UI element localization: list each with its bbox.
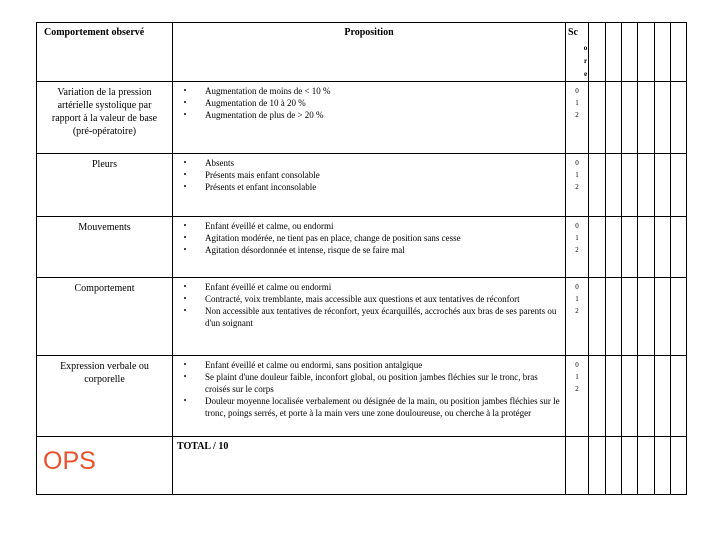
table-row [37, 154, 687, 217]
bullet-icon: • [183, 86, 187, 95]
score-value: 0 [575, 159, 579, 167]
score-header-vertical [583, 42, 588, 81]
proposition-text: Augmentation de 10 à 20 % [205, 98, 306, 108]
empty-score-cell[interactable] [671, 23, 687, 82]
proposition-item [177, 97, 561, 109]
score-value: 1 [575, 373, 579, 381]
bullet-icon: • [183, 182, 187, 191]
score-value: 0 [575, 361, 579, 369]
propositions-cell [173, 82, 566, 154]
proposition-item [177, 305, 561, 329]
proposition-text: Augmentation de moins de < 10 % [205, 86, 331, 96]
header-row [37, 23, 687, 82]
propositions-cell [173, 217, 566, 278]
proposition-text: Absents [205, 158, 234, 168]
empty-score-cell[interactable] [655, 154, 671, 217]
proposition-text: Présents et enfant inconsolable [205, 182, 317, 192]
bullet-icon: • [183, 360, 187, 369]
score-value: 1 [575, 99, 579, 107]
proposition-item [177, 157, 561, 169]
empty-score-cell[interactable] [589, 356, 606, 437]
proposition-text: Augmentation de plus de > 20 % [205, 110, 324, 120]
score-value: 1 [575, 295, 579, 303]
empty-score-cell[interactable] [622, 278, 638, 356]
criterion-cell: Comportement [37, 278, 173, 356]
score-header-label: Sc [568, 27, 578, 38]
empty-score-cell[interactable] [671, 437, 687, 495]
proposition-text: Enfant éveillé et calme, ou endormi [205, 221, 334, 231]
ops-score-table [36, 22, 687, 495]
score-value: 0 [575, 283, 579, 291]
empty-score-cell[interactable] [638, 82, 655, 154]
proposition-item [177, 220, 561, 232]
empty-score-cell[interactable] [589, 217, 606, 278]
proposition-item [177, 232, 561, 244]
empty-score-cell[interactable] [589, 278, 606, 356]
criterion-cell: Expression verbale ou corporelle [37, 356, 173, 437]
empty-score-cell[interactable] [638, 437, 655, 495]
proposition-text: Se plaint d'une douleur faible, inconfort global, ou position jambes fléchies sur le tronc, bras croisés sur le corps [205, 372, 538, 394]
proposition-text: Douleur moyenne localisée verbalement ou désignée de la main, ou position jambes fléchies sur le tronc, poings serrés, et porte à la main vers une zone douloureuse, ou cherche à la protéger [205, 396, 560, 418]
empty-score-cell[interactable] [671, 82, 687, 154]
empty-score-cell[interactable] [638, 23, 655, 82]
empty-score-cell[interactable] [606, 437, 622, 495]
bullet-icon: • [183, 396, 187, 405]
empty-score-cell[interactable] [655, 23, 671, 82]
table-row [37, 356, 687, 437]
bullet-icon: • [183, 306, 187, 315]
score-value: 0 [575, 87, 579, 95]
proposition-item [177, 85, 561, 97]
bullet-icon: • [183, 372, 187, 381]
empty-score-cell[interactable] [606, 278, 622, 356]
empty-score-cell[interactable] [655, 278, 671, 356]
behavior-column-header: Comportement observé [37, 23, 173, 82]
empty-score-cell[interactable] [638, 356, 655, 437]
score-value: 2 [575, 246, 579, 254]
empty-score-cell[interactable] [655, 217, 671, 278]
proposition-item [177, 395, 561, 419]
bullet-icon: • [183, 110, 187, 119]
score-column-header [566, 23, 589, 82]
empty-score-cell[interactable] [606, 356, 622, 437]
empty-score-cell[interactable] [589, 154, 606, 217]
score-header-letter: e [583, 70, 588, 78]
proposition-item [177, 359, 561, 371]
score-value: 1 [575, 234, 579, 242]
bullet-icon: • [183, 282, 187, 291]
proposition-item [177, 109, 561, 121]
score-header-letter: r [583, 57, 588, 65]
proposition-text: Agitation désordonnée et intense, risque de se faire mal [205, 245, 405, 255]
score-values-cell [566, 278, 589, 356]
proposition-text: Enfant éveillé et calme ou endormi, sans position antalgique [205, 360, 423, 370]
empty-score-cell[interactable] [671, 154, 687, 217]
empty-score-cell[interactable] [622, 437, 638, 495]
empty-score-cell[interactable] [622, 82, 638, 154]
table-row [37, 82, 687, 154]
bullet-icon: • [183, 294, 187, 303]
proposition-text: Contracté, voix tremblante, mais accessible aux questions et aux tentatives de réconfort [205, 294, 520, 304]
empty-score-cell[interactable] [606, 217, 622, 278]
score-values-cell [566, 82, 589, 154]
empty-score-cell[interactable] [638, 278, 655, 356]
proposition-text: Enfant éveillé et calme ou endormi [205, 282, 332, 292]
score-value: 2 [575, 307, 579, 315]
empty-score-cell[interactable] [589, 23, 606, 82]
total-label: TOTAL / 10 [173, 437, 566, 495]
empty-score-cell[interactable] [638, 217, 655, 278]
bullet-icon: • [183, 98, 187, 107]
empty-score-cell[interactable] [638, 154, 655, 217]
empty-score-cell[interactable] [655, 82, 671, 154]
empty-score-cell[interactable] [606, 82, 622, 154]
empty-score-cell[interactable] [622, 23, 638, 82]
bullet-icon: • [183, 221, 187, 230]
empty-score-cell[interactable] [622, 154, 638, 217]
table-row [37, 278, 687, 356]
empty-score-cell[interactable] [622, 356, 638, 437]
table-row [37, 217, 687, 278]
empty-score-cell[interactable] [622, 217, 638, 278]
criterion-cell: Mouvements [37, 217, 173, 278]
empty-score-cell[interactable] [655, 356, 671, 437]
score-value: 1 [575, 171, 579, 179]
score-values-cell [566, 356, 589, 437]
empty-score-cell[interactable] [655, 437, 671, 495]
empty-score-cell[interactable] [671, 217, 687, 278]
proposition-item [177, 371, 561, 395]
score-values-cell [566, 154, 589, 217]
proposition-item [177, 244, 561, 256]
score-values-cell [566, 217, 589, 278]
criterion-cell: Pleurs [37, 154, 173, 217]
ops-logo: OPS [37, 437, 173, 495]
empty-score-cell[interactable] [671, 356, 687, 437]
bullet-icon: • [183, 158, 187, 167]
proposition-item [177, 181, 561, 193]
empty-score-cell[interactable] [671, 278, 687, 356]
bullet-icon: • [183, 245, 187, 254]
score-value: 2 [575, 385, 579, 393]
proposition-text: Non accessible aux tentatives de réconfort, yeux écarquillés, accrochés aux bras de ses parents ou d'un soignant [205, 306, 557, 328]
empty-score-cell[interactable] [606, 154, 622, 217]
criterion-cell: Variation de la pression artérielle systolique par rapport à la valeur de base (pré-opératoire) [37, 82, 173, 154]
proposition-item [177, 169, 561, 181]
proposition-column-header: Proposition [173, 23, 566, 82]
propositions-cell [173, 154, 566, 217]
proposition-item [177, 293, 561, 305]
bullet-icon: • [183, 170, 187, 179]
propositions-cell [173, 278, 566, 356]
empty-score-cell[interactable] [589, 82, 606, 154]
empty-score-cell[interactable] [589, 437, 606, 495]
proposition-item [177, 281, 561, 293]
score-value: 2 [575, 111, 579, 119]
bullet-icon: • [183, 233, 187, 242]
score-value: 0 [575, 222, 579, 230]
proposition-text: Présents mais enfant consolable [205, 170, 320, 180]
empty-score-cell[interactable] [606, 23, 622, 82]
score-header-letter: o [583, 44, 588, 52]
proposition-text: Agitation modérée, ne tient pas en place, change de position sans cesse [205, 233, 461, 243]
footer-row [37, 437, 687, 495]
propositions-cell [173, 356, 566, 437]
total-score-cell[interactable] [566, 437, 589, 495]
score-value: 2 [575, 183, 579, 191]
